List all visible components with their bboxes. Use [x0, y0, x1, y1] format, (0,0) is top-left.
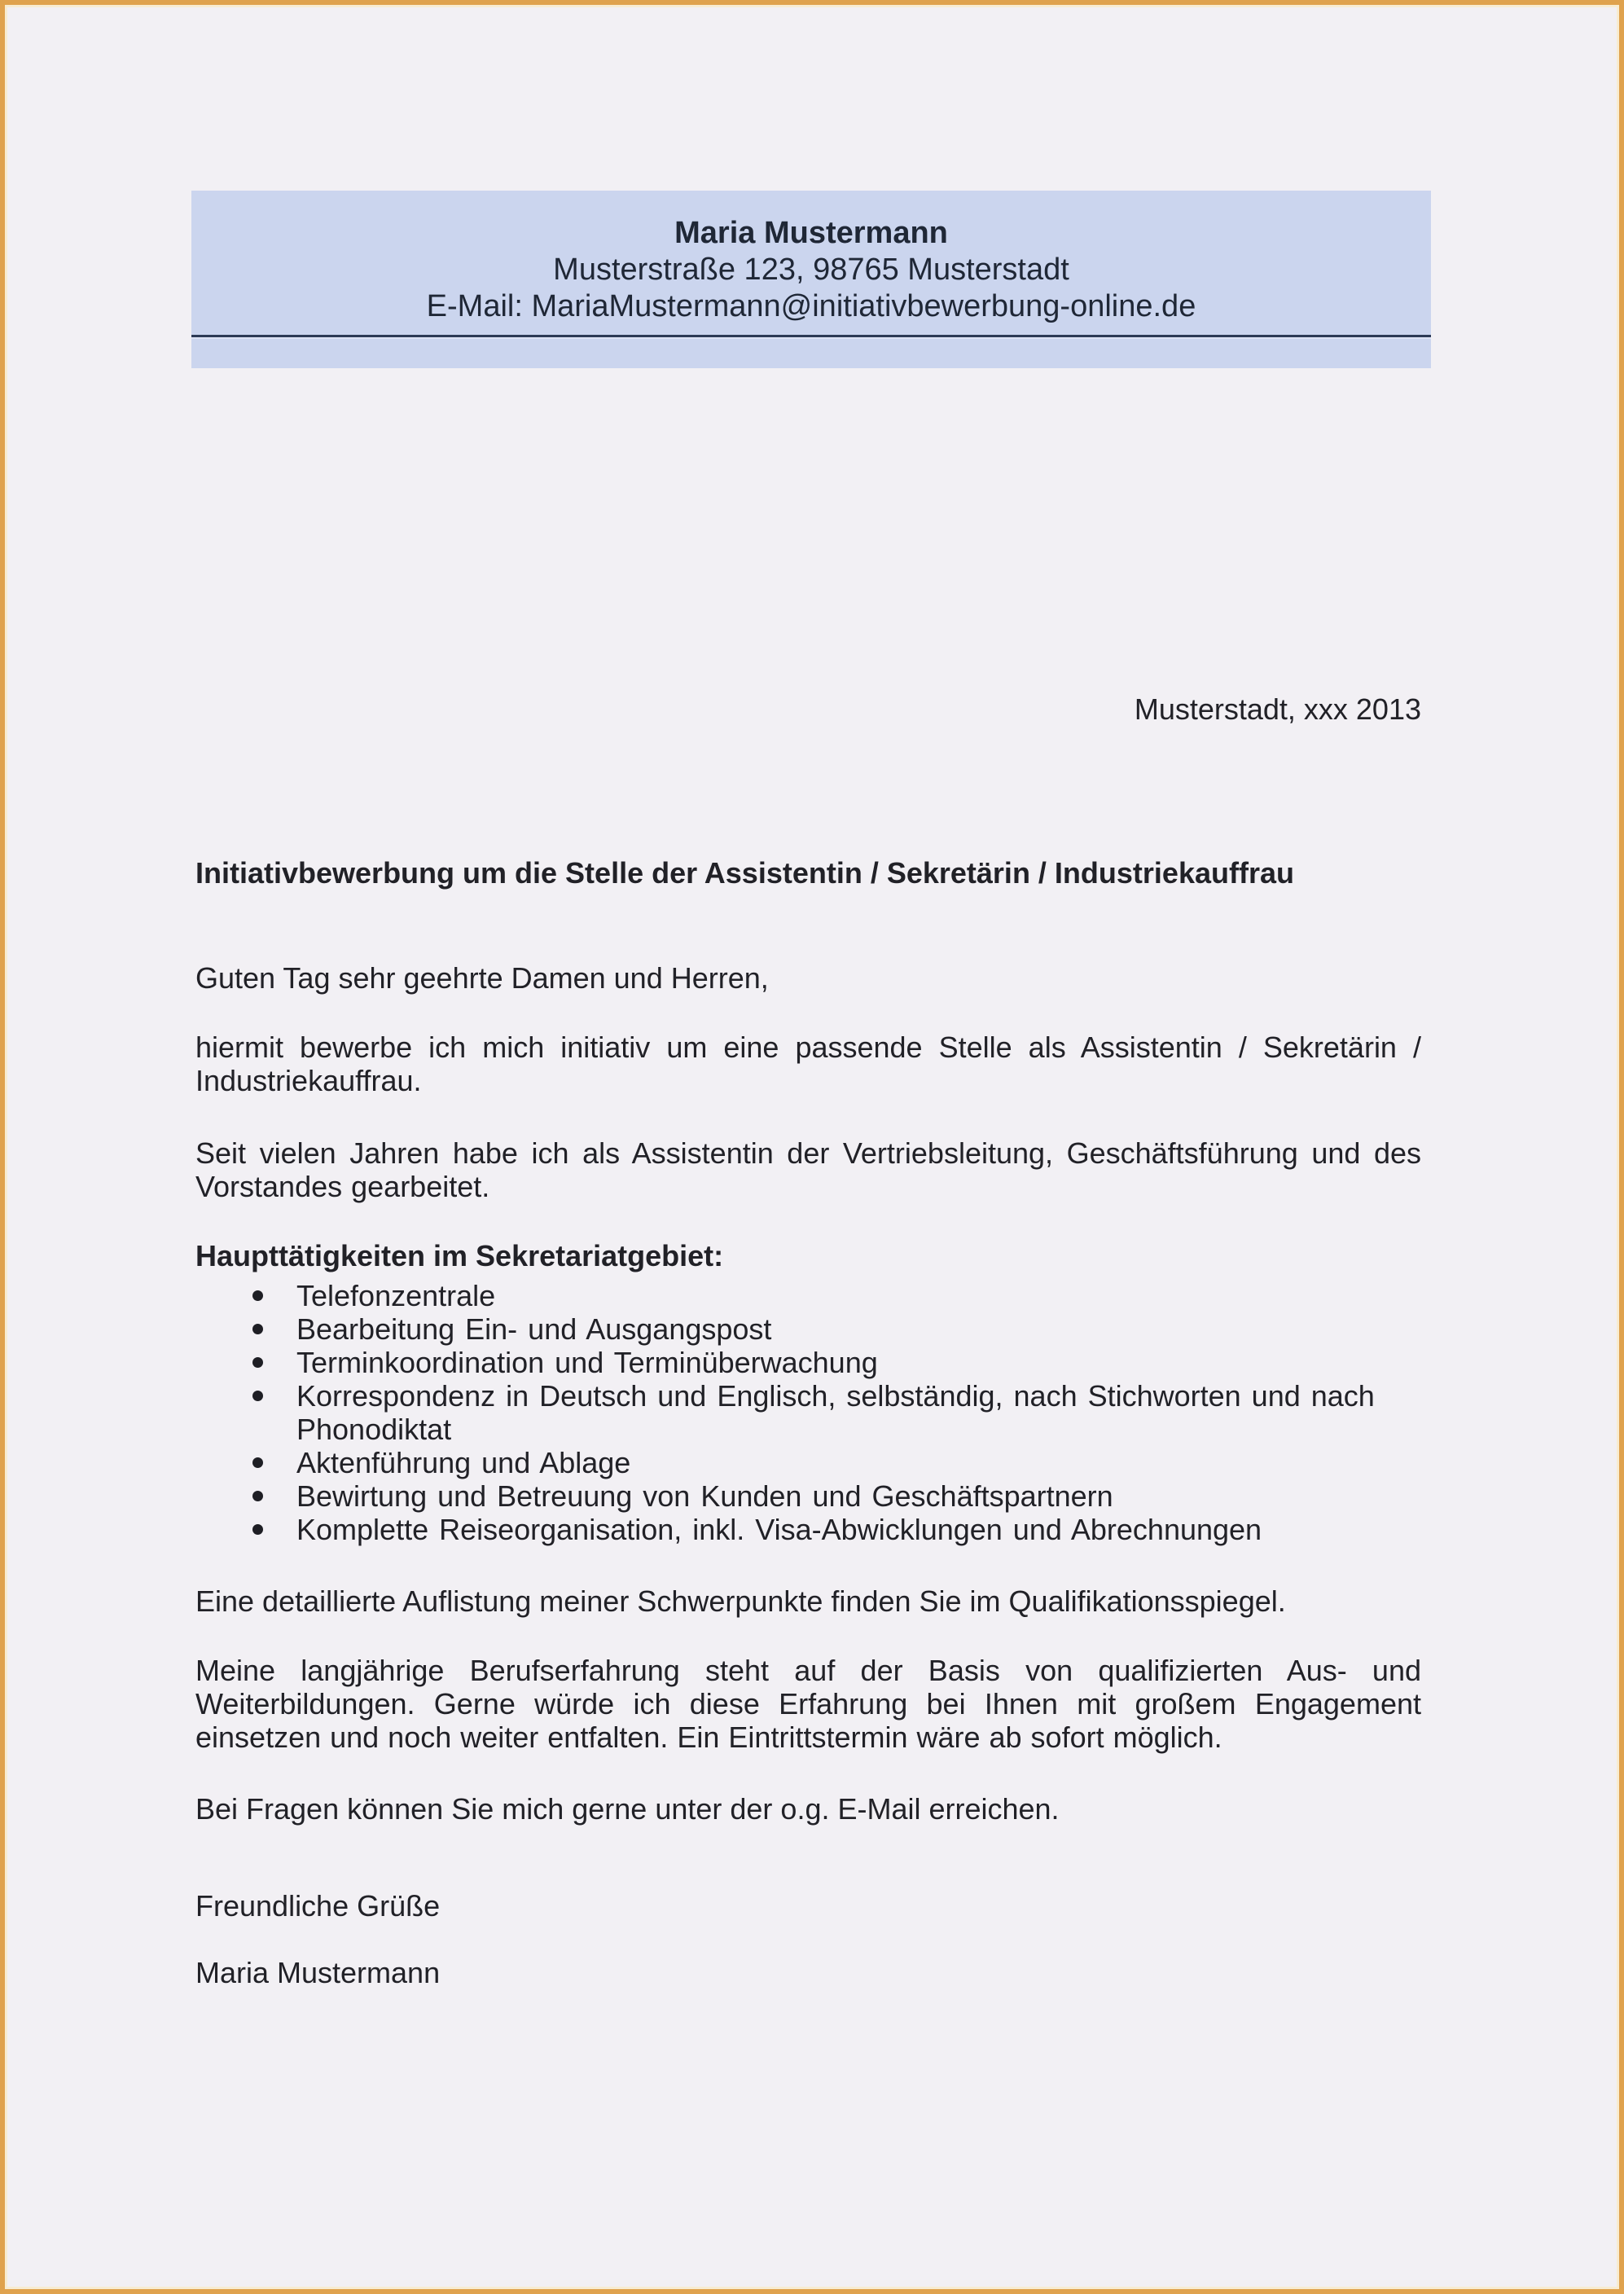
background-paragraph: Meine langjährige Berufserfahrung steht auf der Basis von qualifizierten Aus- und Weiterbildungen. Gerne würde ich diese Erfahrung bei Ihnen mit großem Engagement einsetzen und noch weiter entfalten. Ein Eintrittstermin wäre ab sofort möglich.	[195, 1654, 1421, 1754]
bullet-icon	[252, 1457, 263, 1468]
list-item	[195, 1446, 1402, 1479]
header-name: Maria Mustermann	[674, 216, 948, 250]
bullet-icon	[252, 1324, 263, 1334]
bullet-icon	[252, 1491, 263, 1501]
list-item-text: Bearbeitung Ein- und Ausgangspost	[296, 1312, 772, 1346]
duties-list	[195, 1279, 1421, 1546]
header-email: E-Mail: MariaMustermann@initiativbewerbung-online.de	[426, 289, 1196, 323]
list-item	[195, 1379, 1402, 1446]
list-item-text: Aktenführung und Ablage	[296, 1446, 631, 1479]
salutation: Guten Tag sehr geehrte Damen und Herren,	[195, 961, 769, 995]
list-item	[195, 1346, 1402, 1379]
bullet-icon	[252, 1290, 263, 1301]
duties-heading: Haupttätigkeiten im Sekretariatgebiet:	[195, 1239, 724, 1272]
list-item-text: Terminkoordination und Terminüberwachung	[296, 1346, 878, 1379]
date-line: Musterstadt, xxx 2013	[1134, 692, 1421, 726]
bullet-icon	[252, 1391, 263, 1401]
letter-body	[195, 692, 1421, 1989]
header-address: Musterstraße 123, 98765 Musterstadt	[553, 253, 1069, 287]
qualifications-note: Eine detaillierte Auflistung meiner Schwerpunkte finden Sie im Qualifikationsspiegel.	[195, 1584, 1286, 1618]
list-item	[195, 1279, 1402, 1312]
bullet-icon	[252, 1357, 263, 1368]
list-item	[195, 1479, 1402, 1513]
contact-note: Bei Fragen können Sie mich gerne unter der o.g. E-Mail erreichen.	[195, 1792, 1060, 1826]
subject-line: Initiativbewerbung um die Stelle der Assistentin / Sekretärin / Industriekauffrau	[195, 856, 1294, 890]
closing: Freundliche Grüße	[195, 1889, 441, 1923]
header-box	[191, 191, 1431, 368]
list-item-text: Komplette Reiseorganisation, inkl. Visa-Abwicklungen und Abrechnungen	[296, 1513, 1262, 1546]
list-item-text: Bewirtung und Betreuung von Kunden und Geschäftspartnern	[296, 1479, 1113, 1513]
list-item-text: Korrespondenz in Deutsch und Englisch, selbständig, nach Stichworten und nach Phonodiktat	[296, 1379, 1375, 1446]
list-item-text: Telefonzentrale	[296, 1279, 496, 1312]
list-item	[195, 1513, 1402, 1546]
header-rule	[191, 335, 1431, 337]
signature: Maria Mustermann	[195, 1956, 441, 1989]
bullet-icon	[252, 1524, 263, 1535]
experience-paragraph: Seit vielen Jahren habe ich als Assistentin der Vertriebsleitung, Geschäftsführung und des Vorstandes gearbeitet.	[195, 1136, 1421, 1203]
intro-paragraph: hiermit bewerbe ich mich initiativ um eine passende Stelle als Assistentin / Sekretärin / Industriekauffrau.	[195, 1031, 1421, 1097]
list-item	[195, 1312, 1402, 1346]
